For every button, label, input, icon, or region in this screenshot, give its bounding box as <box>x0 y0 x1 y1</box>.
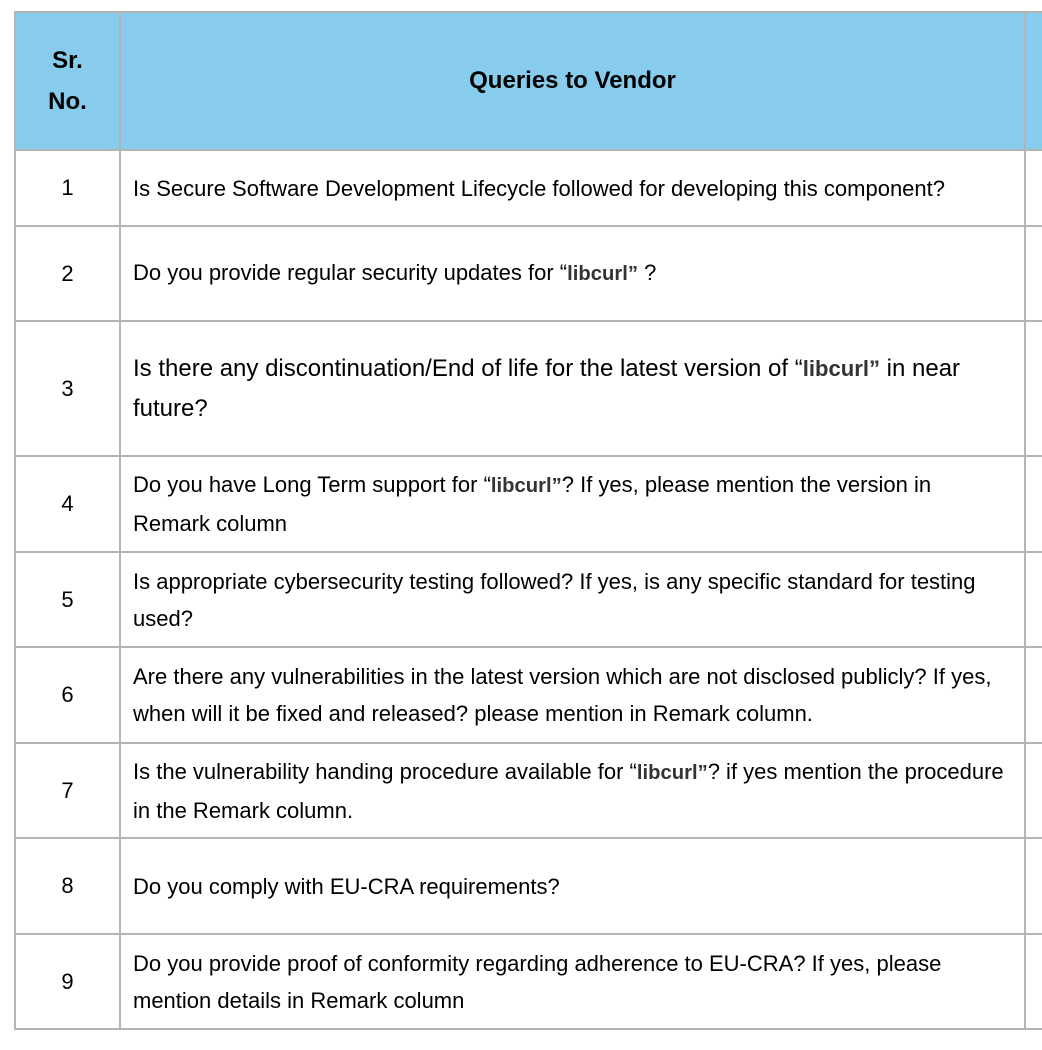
row-sr-number: 1 <box>15 150 120 226</box>
row-query <box>120 456 1025 552</box>
row-remark-cell <box>1025 321 1042 456</box>
query-term: libcurl” <box>802 355 880 381</box>
table-row <box>15 321 1042 456</box>
query-text: Do you comply with EU-CRA requirements? <box>133 873 560 899</box>
query-text: in near future? <box>133 354 961 422</box>
query-text: ? If yes, please mention the version in Remark column <box>133 472 932 536</box>
query-text: Do you provide proof of conformity regarding adherence to EU-CRA? If yes, please mention details in Remark column <box>133 950 942 1013</box>
query-term: libcurl” <box>636 761 708 784</box>
row-remark-cell <box>1025 226 1042 321</box>
row-query <box>120 743 1025 838</box>
row-query <box>120 647 1025 743</box>
row-sr-number: 7 <box>15 743 120 838</box>
query-text: Is Secure Software Development Lifecycle followed for developing this component? <box>133 175 946 201</box>
row-remark-cell <box>1025 743 1042 838</box>
query-text: Do you have Long Term support for “ <box>133 472 491 497</box>
header-sr-no <box>15 12 120 150</box>
query-text: Is there any discontinuation/End of life for the latest version of “ <box>133 354 803 382</box>
table-row <box>15 647 1042 743</box>
row-remark-cell <box>1025 934 1042 1029</box>
query-text: Do you provide regular security updates for “ <box>133 260 568 285</box>
row-sr-number: 9 <box>15 934 120 1029</box>
table-row <box>15 743 1042 838</box>
row-remark-cell <box>1025 647 1042 743</box>
query-text: Are there any vulnerabilities in the latest version which are not disclosed publicly? If yes, when will it be fixed and released? please mention in Remark column. <box>133 664 992 726</box>
header-row <box>15 12 1042 150</box>
query-term: libcurl” <box>490 475 562 497</box>
header-remark-partial <box>1025 12 1042 150</box>
table-row <box>15 226 1042 321</box>
row-sr-number: 6 <box>15 647 120 743</box>
header-sr-line1: Sr. <box>52 47 83 74</box>
row-sr-number: 8 <box>15 838 120 934</box>
query-text: Is appropriate cybersecurity testing followed? If yes, is any specific standard for testing used? <box>133 568 976 631</box>
row-sr-number: 5 <box>15 552 120 647</box>
row-query <box>120 150 1025 226</box>
query-text: ? if yes mention the procedure in the Remark column. <box>133 758 1004 823</box>
row-query <box>120 838 1025 934</box>
row-remark-cell <box>1025 838 1042 934</box>
row-sr-number: 4 <box>15 456 120 552</box>
row-remark-cell <box>1025 552 1042 647</box>
row-sr-number: 3 <box>15 321 120 456</box>
header-queries: Queries to Vendor <box>120 12 1025 150</box>
table-row <box>15 934 1042 1029</box>
vendor-queries-table <box>14 11 1042 1030</box>
query-text: Is the vulnerability handing procedure available for “ <box>133 758 637 784</box>
row-query <box>120 226 1025 321</box>
row-query <box>120 552 1025 647</box>
table-row <box>15 456 1042 552</box>
query-text: ? <box>637 260 657 285</box>
row-sr-number: 2 <box>15 226 120 321</box>
table-row <box>15 552 1042 647</box>
row-query <box>120 321 1025 456</box>
row-remark-cell <box>1025 150 1042 226</box>
row-remark-cell <box>1025 456 1042 552</box>
query-term: libcurl” <box>567 263 638 285</box>
header-sr-line2: No. <box>48 88 87 115</box>
table-row <box>15 150 1042 226</box>
row-query <box>120 934 1025 1029</box>
table-row <box>15 838 1042 934</box>
